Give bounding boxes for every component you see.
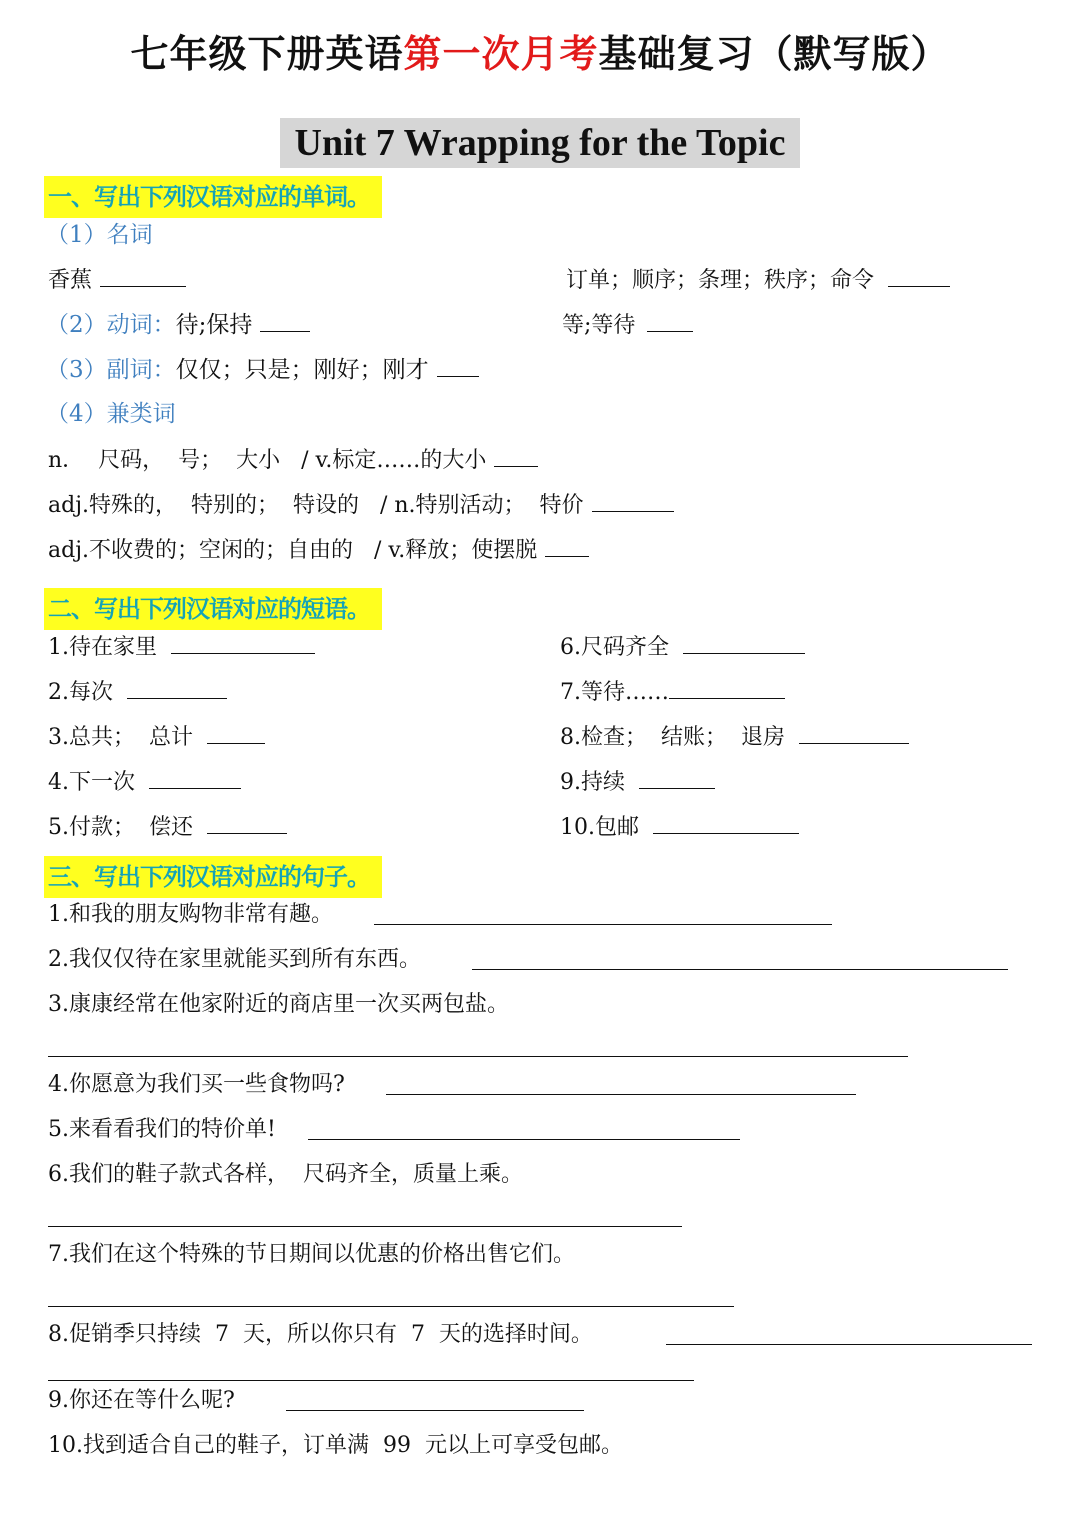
answer-line[interactable] — [48, 1056, 908, 1057]
phrase-text: 6.尺码齐全 — [560, 635, 669, 660]
phrase-item — [48, 809, 287, 845]
answer-line[interactable] — [666, 1344, 1032, 1345]
sentence-item: 1.和我的朋友购物非常有趣。 — [48, 902, 333, 927]
answer-blank[interactable] — [494, 442, 538, 467]
item-special — [48, 487, 674, 523]
answer-blank[interactable] — [207, 719, 265, 744]
item-banana — [48, 262, 186, 298]
item-text: 等;等待 — [562, 313, 636, 338]
phrase-item — [48, 764, 241, 800]
phrase-item — [560, 629, 805, 665]
adverbs-row — [46, 352, 479, 387]
answer-line[interactable] — [374, 924, 832, 925]
sentence-item: 3.康康经常在他家附近的商店里一次买两包盐。 — [48, 992, 509, 1017]
sentence-item: 8.促销季只持续 7 天，所以你只有 7 天的选择时间。 — [48, 1322, 593, 1347]
sentence-item: 6.我们的鞋子款式各样， 尺码齐全，质量上乘。 — [48, 1162, 523, 1187]
phrase-text: 4.下一次 — [48, 770, 135, 795]
phrase-item — [560, 674, 785, 710]
answer-blank[interactable] — [888, 262, 950, 287]
item-order — [566, 262, 950, 298]
sentence-item: 2.我仅仅待在家里就能买到所有东西。 — [48, 947, 421, 972]
answer-blank[interactable] — [207, 809, 287, 834]
phrase-text: 2.每次 — [48, 680, 113, 705]
phrase-text: 3.总共； 总计 — [48, 725, 193, 750]
answer-line[interactable] — [48, 1306, 734, 1307]
phrase-item — [560, 719, 909, 755]
phrase-text: 8.检查； 结账； 退房 — [560, 725, 785, 750]
item-wait — [562, 307, 693, 343]
item-text: adj.不收费的；空闲的；自由的 / v.释放；使摆脱 — [48, 538, 538, 563]
answer-line[interactable] — [48, 1226, 682, 1227]
section-heading-phrases: 二、写出下列汉语对应的短语。 — [44, 588, 382, 630]
answer-line[interactable] — [386, 1094, 856, 1095]
answer-blank[interactable] — [149, 764, 241, 789]
answer-line[interactable] — [308, 1139, 740, 1140]
item-text: adj.特殊的， 特别的； 特设的 / n.特别活动； 特价 — [48, 493, 584, 518]
phrase-item — [48, 629, 315, 665]
answer-blank[interactable] — [647, 307, 693, 332]
phrase-item — [48, 719, 265, 755]
title-highlight: 第一次月考 — [403, 32, 599, 76]
unit-title: Unit 7 Wrapping for the Topic — [280, 118, 800, 168]
title-suffix: 基础复习（默写版） — [598, 32, 950, 76]
answer-blank[interactable] — [683, 629, 805, 654]
answer-blank[interactable] — [669, 674, 785, 699]
answer-blank[interactable] — [171, 629, 315, 654]
sentence-item: 5.来看看我们的特价单! — [48, 1117, 276, 1142]
answer-blank[interactable] — [437, 352, 479, 377]
adverbs-label: （3）副词： — [46, 357, 176, 383]
item-text: 香蕉 — [48, 268, 93, 293]
answer-blank[interactable] — [127, 674, 227, 699]
answer-blank[interactable] — [545, 532, 589, 557]
answer-blank[interactable] — [799, 719, 909, 744]
answer-blank[interactable] — [100, 262, 186, 287]
item-text: 待;保持 — [175, 312, 253, 338]
phrase-text: 9.持续 — [560, 770, 625, 795]
sentence-item: 4.你愿意为我们买一些食物吗? — [48, 1072, 345, 1097]
phrase-text: 10.包邮 — [560, 815, 639, 840]
verbs-row — [46, 307, 310, 342]
item-text: 订单；顺序；条理；秩序；命令 — [566, 268, 875, 293]
item-free — [48, 532, 589, 568]
section-heading-sentences: 三、写出下列汉语对应的句子。 — [44, 856, 382, 898]
title-prefix: 七年级下册英语 — [130, 32, 404, 76]
answer-blank[interactable] — [592, 487, 674, 512]
multi-class-label: （4）兼类词 — [46, 401, 176, 427]
item-text: 仅仅；只是；刚好；刚才 — [175, 357, 429, 383]
answer-blank[interactable] — [260, 307, 310, 332]
answer-line[interactable] — [472, 969, 1008, 970]
answer-blank[interactable] — [653, 809, 799, 834]
sentence-item: 7.我们在这个特殊的节日期间以优惠的价格出售它们。 — [48, 1242, 575, 1267]
sentence-item: 10.找到适合自己的鞋子，订单满 99 元以上可享受包邮。 — [48, 1433, 623, 1458]
phrase-text: 7.等待…… — [560, 680, 669, 705]
phrase-text: 5.付款； 偿还 — [48, 815, 193, 840]
phrase-item — [560, 809, 799, 845]
page-title — [0, 28, 1080, 80]
phrase-item — [48, 674, 227, 710]
answer-line[interactable] — [48, 1380, 694, 1381]
verbs-label: （2）动词： — [46, 312, 176, 338]
nouns-label: （1）名词 — [46, 222, 153, 248]
answer-line[interactable] — [286, 1410, 584, 1411]
phrase-text: 1.待在家里 — [48, 635, 157, 660]
phrase-item — [560, 764, 715, 800]
item-text: n． 尺码， 号； 大小 / v.标定……的大小 — [48, 448, 487, 473]
item-size — [48, 442, 538, 478]
section-heading-words: 一、写出下列汉语对应的单词。 — [44, 176, 382, 218]
sentence-item: 9.你还在等什么呢? — [48, 1388, 235, 1413]
answer-blank[interactable] — [639, 764, 715, 789]
